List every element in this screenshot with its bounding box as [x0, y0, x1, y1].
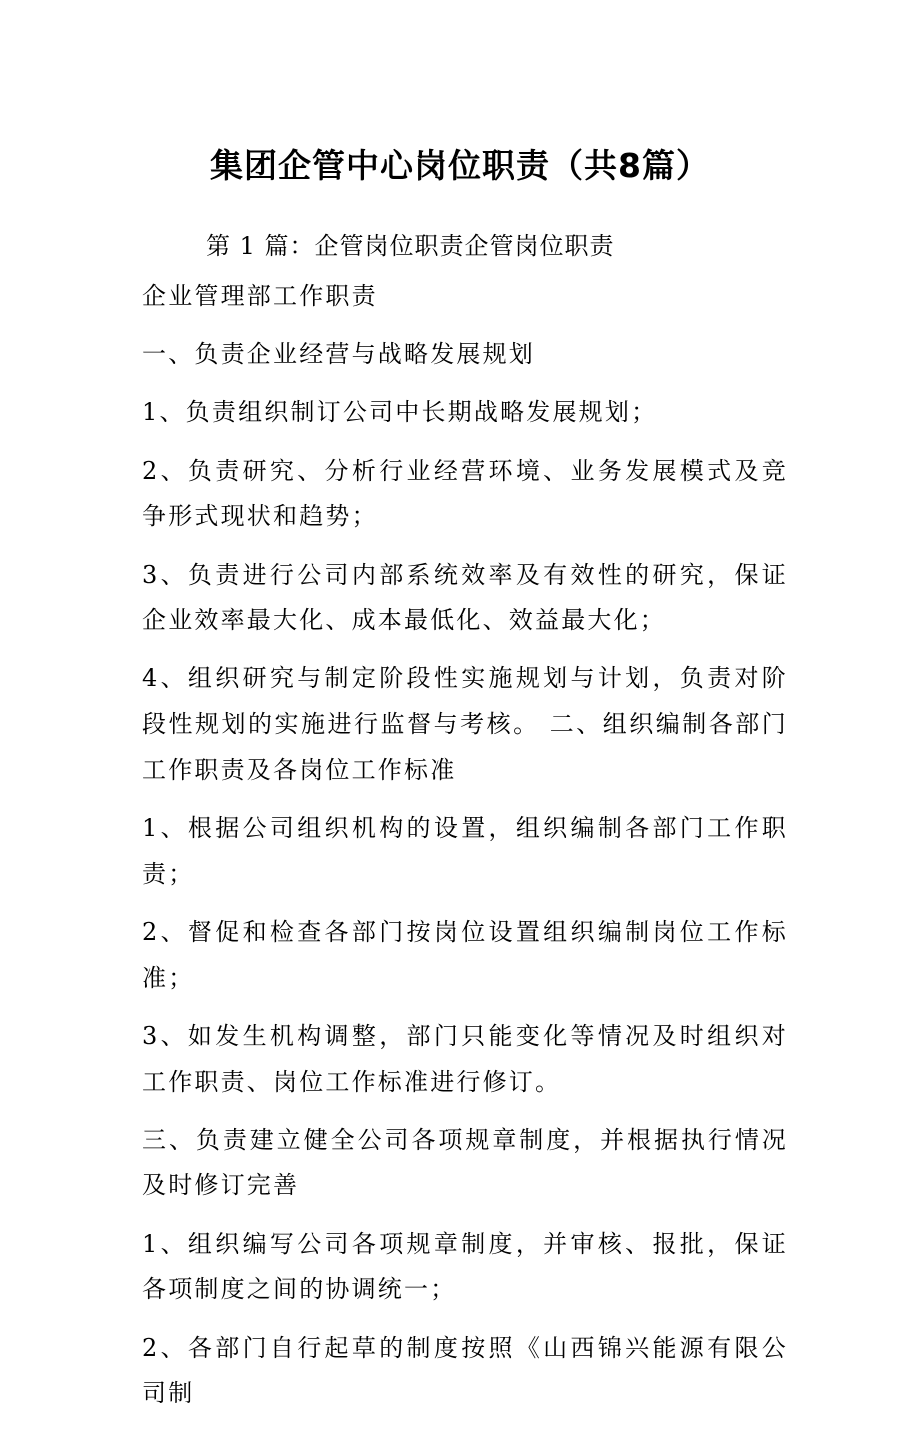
section-heading: 三、负责建立健全公司各项规章制度，并根据执行情况及时修订完善: [142, 1125, 788, 1200]
paragraph: 2、负责研究、分析行业经营环境、业务发展模式及竞争形式现状和趋势；: [142, 456, 788, 531]
section-heading: 企业管理部工作职责: [142, 282, 378, 310]
paragraph: 4、组织研究与制定阶段性实施规划与计划，负责对阶段性规划的实施进行监督与考核。 二、组织编制各部门工作职责及各岗位工作标准: [142, 664, 788, 784]
document-title: 集团企管中心岗位职责（共8篇）: [210, 146, 710, 185]
paragraph: 3、如发生机构调整，部门只能变化等情况及时组织对工作职责、岗位工作标准进行修订。: [142, 1021, 788, 1096]
paragraph: 1、负责组织制订公司中长期战略发展规划；: [142, 398, 658, 427]
paragraph: 3、负责进行公司内部系统效率及有效性的研究，保证企业效率最大化、成本最低化、效益最大化；: [142, 560, 788, 635]
paragraph: 1、根据公司组织机构的设置，组织编制各部门工作职责；: [142, 814, 788, 888]
paragraph: 2、督促和检查各部门按岗位设置组织编制岗位工作标准；: [142, 917, 788, 992]
document-body: [142, 274, 788, 1429]
section-heading: 一、负责企业经营与战略发展规划: [142, 340, 535, 369]
paragraph: 2、各部门自行起草的制度按照《山西锦兴能源有限公司制: [142, 1333, 788, 1408]
paragraph: 1、组织编写公司各项规章制度，并审核、报批，保证各项制度之间的协调统一；: [142, 1229, 788, 1304]
chapter-heading: 第 1 篇：企管岗位职责企管岗位职责: [206, 232, 615, 260]
